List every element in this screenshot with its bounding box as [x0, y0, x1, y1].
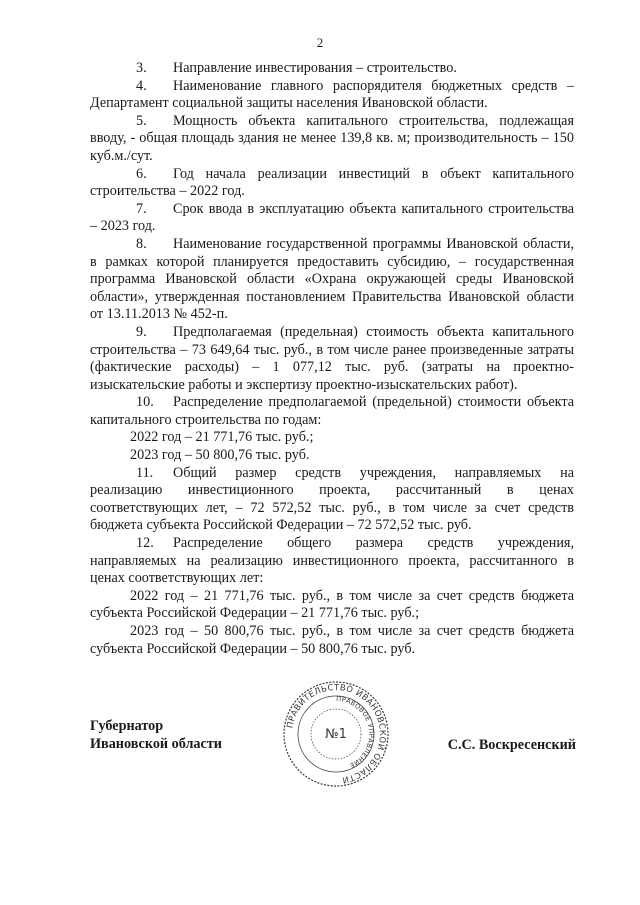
list-item: 12. Распределение общего размера средств учреждения, направляемых на реализацию инвестиционного проекта, рассчитанного в ценах соответствующих лет:: [90, 535, 574, 587]
year-line: 2022 год – 21 771,76 тыс. руб.;: [130, 429, 314, 446]
list-item: 8. Наименование государственной программы Ивановской области, в рамках которой планируется предоставить субсидию, – государственная программа Ивановской области «Охрана окружающей среды Ивановской области», утвержденная постановлением Правительства Ивановской области от 13.11.2013 № 452-п.: [90, 235, 574, 323]
official-seal: [282, 680, 390, 788]
seal-outer-text: ПРАВИТЕЛЬСТВО ИВАНОВСКОЙ ОБЛАСТИ: [284, 681, 389, 786]
seal-number: №1: [325, 727, 347, 742]
year-line: 2023 год – 50 800,76 тыс. руб.: [130, 447, 310, 464]
list-item: 11. Общий размер средств учреждения, направляемых на реализацию инвестиционного проекта, рассчитанный в ценах соответствующих лет, – 72 572,52 тыс. руб., в том числе за счет средств бюджета субъекта Российской Федерации – 72 572,52 тыс. руб.: [90, 464, 574, 534]
signatory-title-line1: Губернатор: [90, 718, 164, 734]
document-body: [90, 60, 574, 658]
signatory-title: [90, 717, 222, 753]
seal-inner-text: ПРАВОВОЕ УПРАВЛЕНИЕ: [335, 694, 376, 770]
signatory-title-line2: Ивановской области: [90, 736, 222, 752]
list-item: 6. Год начала реализации инвестиций в объект капитального строительства – 2022 год.: [90, 165, 574, 200]
list-item: 4. Наименование главного распорядителя бюджетных средств – Департамент социальной защиты населения Ивановской области.: [90, 77, 574, 112]
list-item: 7. Срок ввода в эксплуатацию объекта капитального строительства – 2023 год.: [90, 200, 574, 235]
list-item: 10. Распределение предполагаемой (предельной) стоимости объекта капитального строительства по годам:: [90, 394, 574, 428]
page-number: 2: [316, 35, 324, 50]
list-item: 3. Направление инвестирования – строительство.: [136, 60, 457, 76]
year-line: 2022 год – 21 771,76 тыс. руб., в том числе за счет средств бюджета субъекта Российской Федерации – 21 771,76 тыс. руб.;: [90, 587, 574, 622]
list-item: 9. Предполагаемая (предельная) стоимость объекта капитального строительства – 73 649,64 тыс. руб., в том числе ранее произведенные затраты (фактические расходы) – 1 077,12 тыс. руб. (затраты на проектно-изыскательские работы и экспертизу проектно-изыскательских работ).: [90, 323, 574, 393]
year-line: 2023 год – 50 800,76 тыс. руб., в том числе за счет средств бюджета субъекта Российской Федерации – 50 800,76 тыс. руб.: [90, 623, 574, 657]
signatory-name: С.С. Воскресенский: [447, 737, 576, 753]
list-item: 5. Мощность объекта капитального строительства, подлежащая вводу, - общая площадь здания не менее 139,8 кв. м; производительность – 150 куб.м./сут.: [90, 112, 574, 164]
